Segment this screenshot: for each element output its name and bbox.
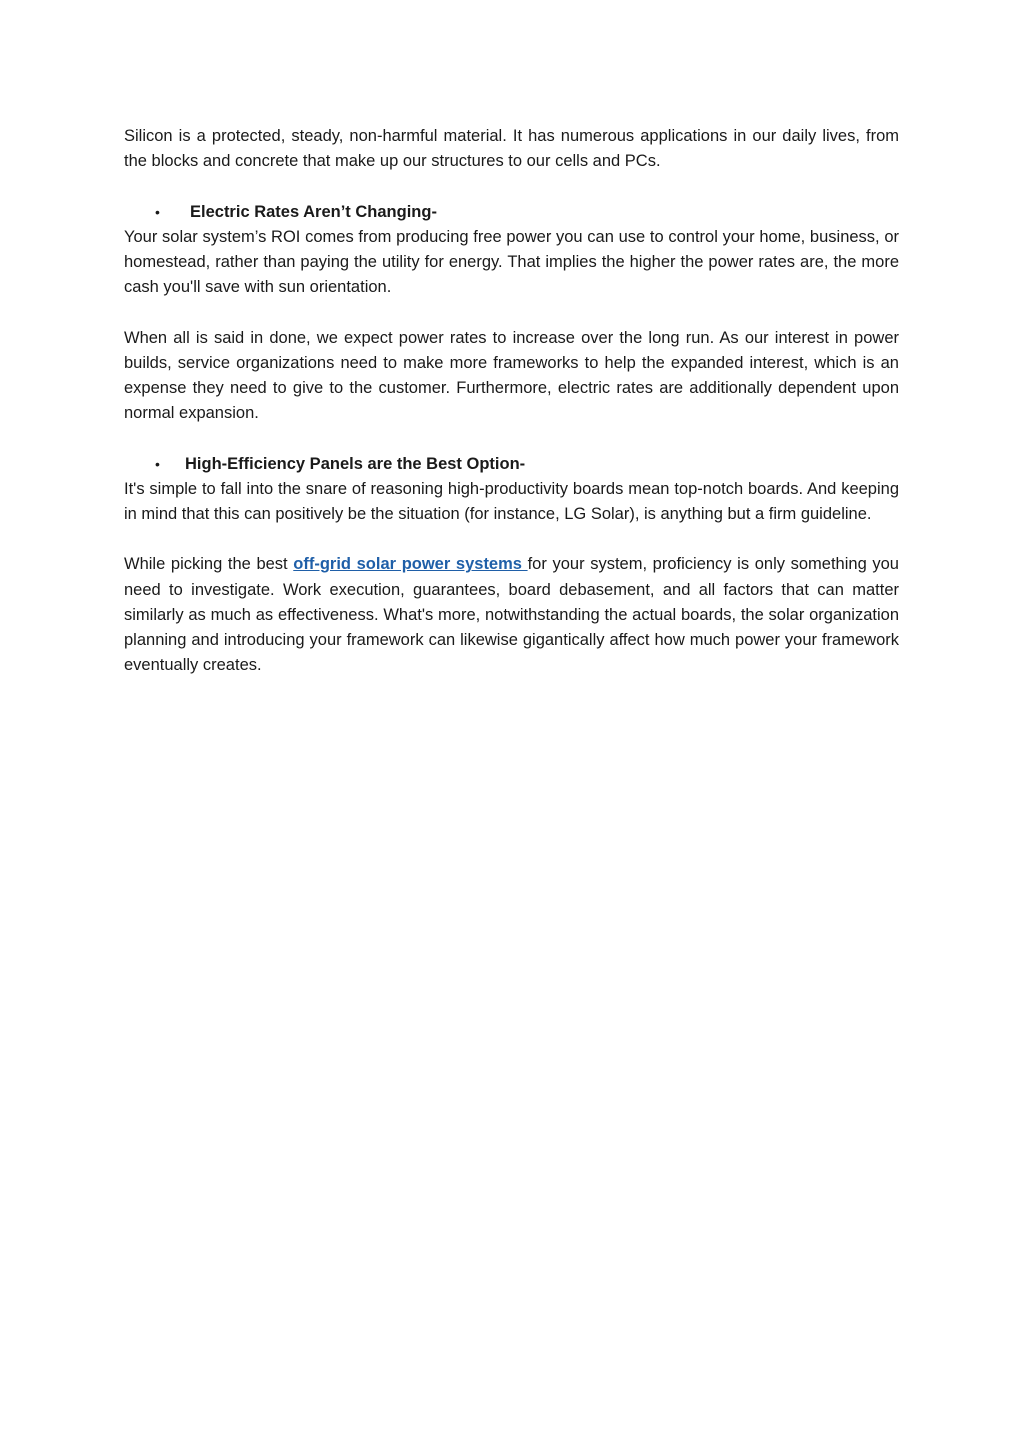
off-grid-solar-link[interactable]: off-grid solar power systems (293, 555, 528, 574)
paragraph-silicon: Silicon is a protected, steady, non-harmful material. It has numerous applications in our daily lives, from the blocks and concrete that make up our structures to our cells and PCs. (124, 127, 899, 171)
paragraph-spacer (124, 527, 899, 552)
heading-high-efficiency: High-Efficiency Panels are the Best Option- (185, 454, 526, 473)
document-page (124, 124, 899, 678)
paragraph-high-productivity: It's simple to fall into the snare of reasoning high-productivity boards mean top-notch boards. And keeping in mind that this can positively be the situation (for instance, LG Solar), is anything but a firm guideline. (124, 479, 899, 523)
bullet-item-high-efficiency (124, 452, 899, 477)
paragraph-picking-best (124, 552, 899, 678)
bullet-icon: • (155, 203, 160, 220)
paragraph-text-after-link: for your system, proficiency is only something you need to investigate. Work execution, guarantees, board debasement, and all factors that can matter similarly as much as effectiveness. What's more, notwithstanding the actual boards, the solar organization planning and introducing your framework can likewise gigantically affect how much power your framework eventually creates. (124, 555, 899, 675)
bullet-item-electric-rates (124, 200, 899, 225)
paragraph-spacer (124, 426, 899, 451)
paragraph-text-before-link: While picking the best (124, 555, 294, 574)
paragraph-spacer (124, 300, 899, 325)
paragraph-solar-roi: Your solar system’s ROI comes from producing free power you can use to control your home, business, or homestead, rather than paying the utility for energy. That implies the higher the power rates are, the more cash you'll save with sun orientation. (124, 227, 899, 297)
heading-electric-rates: Electric Rates Aren’t Changing- (190, 202, 437, 221)
paragraph-spacer (124, 174, 899, 199)
paragraph-power-rates: When all is said in done, we expect power rates to increase over the long run. As our interest in power builds, service organizations need to make more frameworks to help the expanded interest, which is an expense they need to give to the customer. Furthermore, electric rates are additionally dependent upon normal expansion. (124, 328, 899, 423)
bullet-icon: • (155, 455, 160, 472)
